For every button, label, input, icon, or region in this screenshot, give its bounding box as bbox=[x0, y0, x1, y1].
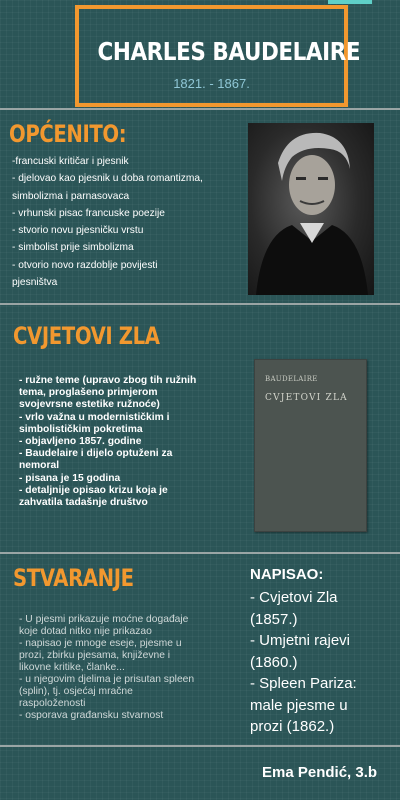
book-cover-title: CVJETOVI ZLA bbox=[265, 393, 348, 403]
section-heading-stvaranje: STVARANJE bbox=[13, 564, 134, 592]
list-item: - simbolist prije simbolizma bbox=[12, 242, 134, 254]
list-item: - djelovao kao pjesnik u doba romantizma, bbox=[12, 173, 203, 185]
list-item: - U pjesmi prikazuje moćne događaje bbox=[19, 614, 189, 625]
list-item: - napisao je mnoge eseje, pjesme u bbox=[19, 638, 182, 649]
list-item: - Umjetni rajevi bbox=[250, 632, 351, 649]
list-item: - vrhunski pisac francuske poezije bbox=[12, 207, 165, 219]
divider bbox=[0, 303, 400, 305]
list-item: tema, proglašeno primjerom bbox=[19, 387, 158, 399]
list-item: - osporava građansku stvarnost bbox=[19, 710, 164, 721]
list-item: nemoral bbox=[19, 460, 60, 472]
list-item: raspoloženosti bbox=[19, 698, 86, 709]
portrait-image bbox=[248, 123, 374, 295]
napisao-label: NAPISAO: bbox=[250, 566, 324, 583]
author-credit: Ema Pendić, 3.b bbox=[262, 764, 378, 781]
list-item: (1857.) bbox=[250, 610, 298, 628]
list-item: - Baudelaire i dijelo optuženi za bbox=[19, 448, 173, 460]
list-item: koje dotad nitko nije prikazao bbox=[19, 626, 152, 637]
section-heading-opcenito: OPĆENITO: bbox=[9, 120, 127, 148]
book-cover-author: BAUDELAIRE bbox=[265, 375, 318, 383]
list-item: - pisana je 15 godina bbox=[19, 472, 121, 484]
opcenito-list bbox=[12, 153, 203, 291]
section-heading-cvjetovi: CVJETOVI ZLA bbox=[13, 322, 160, 350]
page-title: CHARLES BAUDELAIRE bbox=[97, 37, 361, 66]
list-item: prozi (1862.) bbox=[250, 718, 335, 735]
divider bbox=[0, 745, 400, 747]
cvjetovi-list bbox=[19, 375, 196, 509]
list-item: simbolističkim pokretima bbox=[19, 423, 143, 435]
list-item: male pjesme u bbox=[250, 696, 348, 714]
stvaranje-list bbox=[19, 614, 194, 722]
list-item: - detaljnije opisao krizu koja je bbox=[19, 484, 168, 496]
list-item: prozi, zbirku pjesama, književne i bbox=[19, 650, 171, 661]
list-item: - objavljeno 1857. godine bbox=[19, 436, 142, 448]
napisao-list bbox=[250, 587, 357, 738]
list-item: -francuski kritičar i pjesnik bbox=[12, 156, 129, 167]
list-item: pjesništva bbox=[12, 277, 58, 289]
list-item: - vrlo važna u modernističkim i bbox=[19, 411, 170, 423]
list-item: likovne kritike, članke... bbox=[19, 662, 125, 673]
list-item: zahvatila tadašnje društvo bbox=[19, 497, 148, 509]
list-item: - stvorio novu pjesničku vrstu bbox=[12, 225, 144, 237]
book-cover bbox=[254, 359, 367, 532]
list-item: - ružne teme (upravo zbog tih ružnih bbox=[19, 375, 197, 386]
life-years: 1821. - 1867. bbox=[173, 76, 250, 91]
list-item: - otvorio novo razdoblje povijesti bbox=[12, 259, 158, 271]
list-item: - Spleen Pariza: bbox=[250, 675, 357, 692]
divider bbox=[0, 108, 400, 110]
title-box bbox=[75, 5, 361, 107]
list-item: - Cvjetovi Zla bbox=[250, 589, 338, 606]
list-item: simbolizma i parnasovaca bbox=[12, 190, 130, 202]
corner-tab bbox=[328, 0, 372, 4]
baudelaire-portrait bbox=[248, 123, 374, 295]
list-item: (1860.) bbox=[250, 653, 298, 671]
list-item: (splin), tj. osjećaj mračne bbox=[19, 686, 133, 697]
divider bbox=[0, 552, 400, 554]
list-item: svojevrsne estetike ružnoće) bbox=[19, 399, 160, 411]
list-item: - u njegovim djelima je prisutan spleen bbox=[19, 674, 195, 685]
